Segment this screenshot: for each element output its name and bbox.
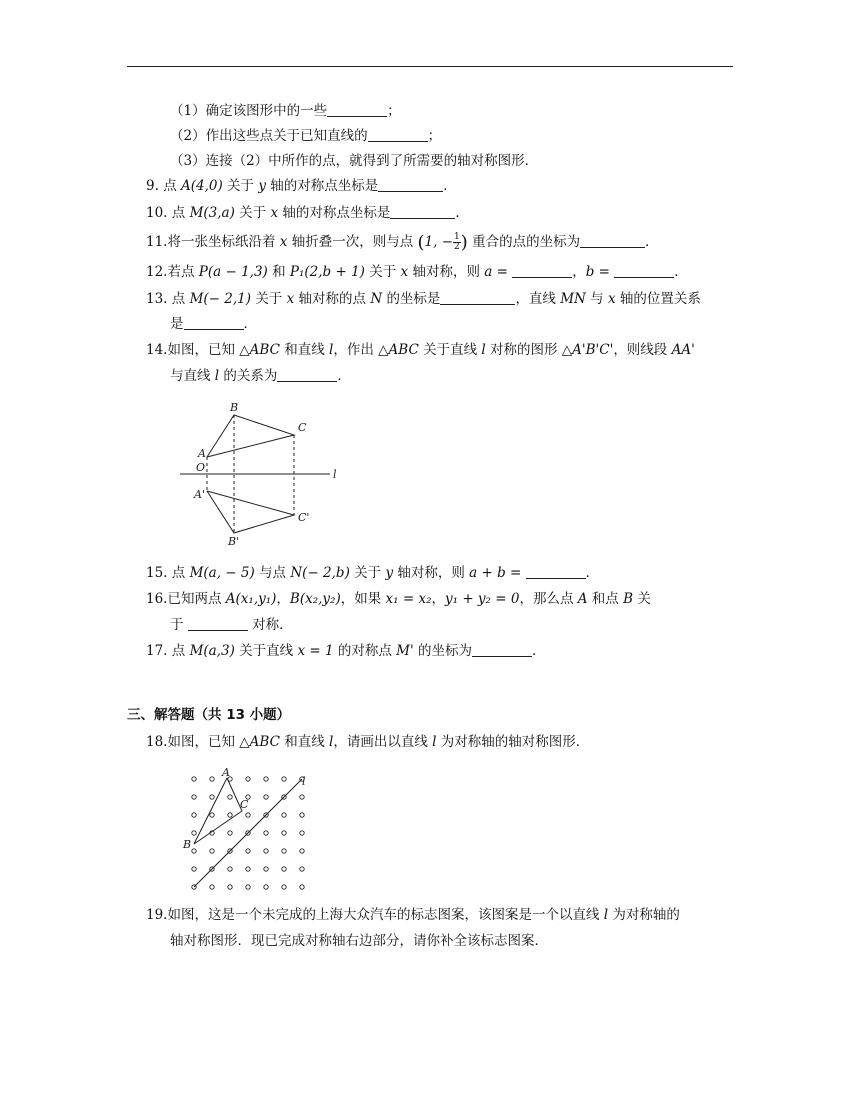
step-1: （1）确定该图形中的一些 ； (170, 103, 401, 119)
grid-dot (228, 813, 232, 817)
grid-dot (300, 795, 304, 799)
question-16: 16.已知两点 A(x₁,y₁)，B(x₂,y₂)，如果 x₁ = x₂，y₁ + y₂ = 0，那么点 A 和点 B 关 (146, 591, 651, 607)
answer-blank (390, 204, 455, 219)
answer-blank (188, 616, 248, 631)
answer-blank (184, 315, 244, 330)
grid-dot (192, 795, 196, 799)
question-13-line2: 是 ． (170, 316, 257, 332)
label-b: B (230, 401, 239, 414)
figure-18-dot-grid (180, 765, 320, 895)
triangle-a1b1c1 (207, 491, 294, 533)
grid-dot (282, 813, 286, 817)
label-c: C (240, 798, 249, 811)
grid-dot (192, 849, 196, 853)
triangle-abc (194, 778, 242, 844)
answer-blank (327, 102, 387, 117)
grid-dot (210, 849, 214, 853)
label-a-prime: A' (194, 488, 205, 501)
section-heading: 三、解答题（共 13 小题） (127, 707, 291, 723)
question-17: 17. 点 M(a,3) 关于直线 x = 1 的对称点 M' 的坐标为 ． (146, 643, 546, 659)
label-o: O (196, 461, 206, 474)
fraction-one-half: $\frac{1}{2}$ (454, 232, 460, 252)
answer-blank (472, 642, 532, 657)
grid-dot (264, 777, 268, 781)
question-16-line2: 于 对称． (170, 617, 293, 633)
header-rule (127, 66, 733, 67)
label-c: C (298, 421, 307, 434)
grid-dot (210, 795, 214, 799)
question-12: 12.若点 P(a − 1,3) 和 P₁(2,b + 1) 关于 x 轴对称，则 a = ，b = ． (146, 264, 688, 280)
grid-dot (282, 777, 286, 781)
grid-dot (264, 849, 268, 853)
grid-dot (264, 867, 268, 871)
grid-dot (192, 831, 196, 835)
grid-dot (300, 831, 304, 835)
step-3: （3）连接（2）中所作的点，就得到了所需要的轴对称图形． (170, 153, 539, 169)
grid-dot (282, 885, 286, 889)
question-19: 19.如图，这是一个未完成的上海大众汽车的标志图案，该图案是一个以直线 l 为对称轴的 (146, 907, 680, 923)
grid-dot (264, 795, 268, 799)
grid-dot (300, 849, 304, 853)
question-14-line2: 与直线 l 的关系为 ． (170, 368, 351, 384)
label-l: l (333, 468, 337, 481)
grid-dot (192, 813, 196, 817)
question-9: 9. 点 A(4,0) 关于 y 轴的对称点坐标是 ． (146, 178, 457, 194)
grid-dot (228, 831, 232, 835)
question-11: 11.将一张坐标纸沿着 x 轴折叠一次，则与点 (1, − $\frac{1}{2}$ ) 重合的点的坐标为 ． (146, 232, 659, 253)
answer-blank (368, 127, 428, 142)
label-a: A (198, 447, 206, 460)
answer-blank (378, 177, 443, 192)
grid-dot (282, 867, 286, 871)
grid-dot (300, 885, 304, 889)
grid-dot (246, 885, 250, 889)
label-b-prime: B' (228, 535, 240, 548)
grid-dot (210, 885, 214, 889)
answer-blank (440, 290, 515, 305)
question-19-line2: 轴对称图形．现已完成对称轴右边部分，请你补全该标志图案． (170, 933, 548, 949)
answer-blank (512, 263, 572, 278)
grid-dot (246, 777, 250, 781)
label-c-prime: C' (298, 511, 310, 524)
grid-dot (282, 831, 286, 835)
question-13: 13. 点 M(− 2,1) 关于 x 轴对称的点 N 的坐标是 ，直线 MN 与 x 轴的位置关系 (146, 291, 701, 307)
label-l: l (302, 775, 306, 788)
question-14: 14.如图，已知 △ABC 和直线 l，作出 △ABC 关于直线 l 对称的图形 △A'B'C'，则线段 AA' (146, 342, 695, 358)
answer-blank (580, 233, 645, 248)
grid-dot (300, 867, 304, 871)
answer-blank (526, 564, 586, 579)
grid-dot (192, 777, 196, 781)
grid-dot (264, 885, 268, 889)
grid-dot (300, 813, 304, 817)
grid-dot (246, 849, 250, 853)
grid-dot (210, 813, 214, 817)
grid-dot (282, 849, 286, 853)
grid-dot (246, 867, 250, 871)
answer-blank (277, 367, 337, 382)
question-18: 18.如图，已知 △ABC 和直线 l，请画出以直线 l 为对称轴的轴对称图形． (146, 734, 590, 750)
grid-dot (246, 813, 250, 817)
question-15: 15. 点 M(a, − 5) 与点 N(− 2,b) 关于 y 轴对称，则 a + b = ． (146, 565, 600, 581)
grid-dot (228, 867, 232, 871)
figure-14-reflection (170, 395, 350, 550)
label-b: B (183, 838, 192, 851)
answer-blank (614, 263, 674, 278)
label-a: A (222, 766, 230, 779)
grid-dot (264, 831, 268, 835)
triangle-abc (207, 415, 294, 457)
grid-dot (228, 795, 232, 799)
grid-dot (228, 885, 232, 889)
grid-dot (192, 867, 196, 871)
question-10: 10. 点 M(3,a) 关于 x 轴的对称点坐标是 ． (146, 205, 469, 221)
step-2: （2）作出这些点关于已知直线的 ； (170, 128, 442, 144)
grid-dot (210, 777, 214, 781)
